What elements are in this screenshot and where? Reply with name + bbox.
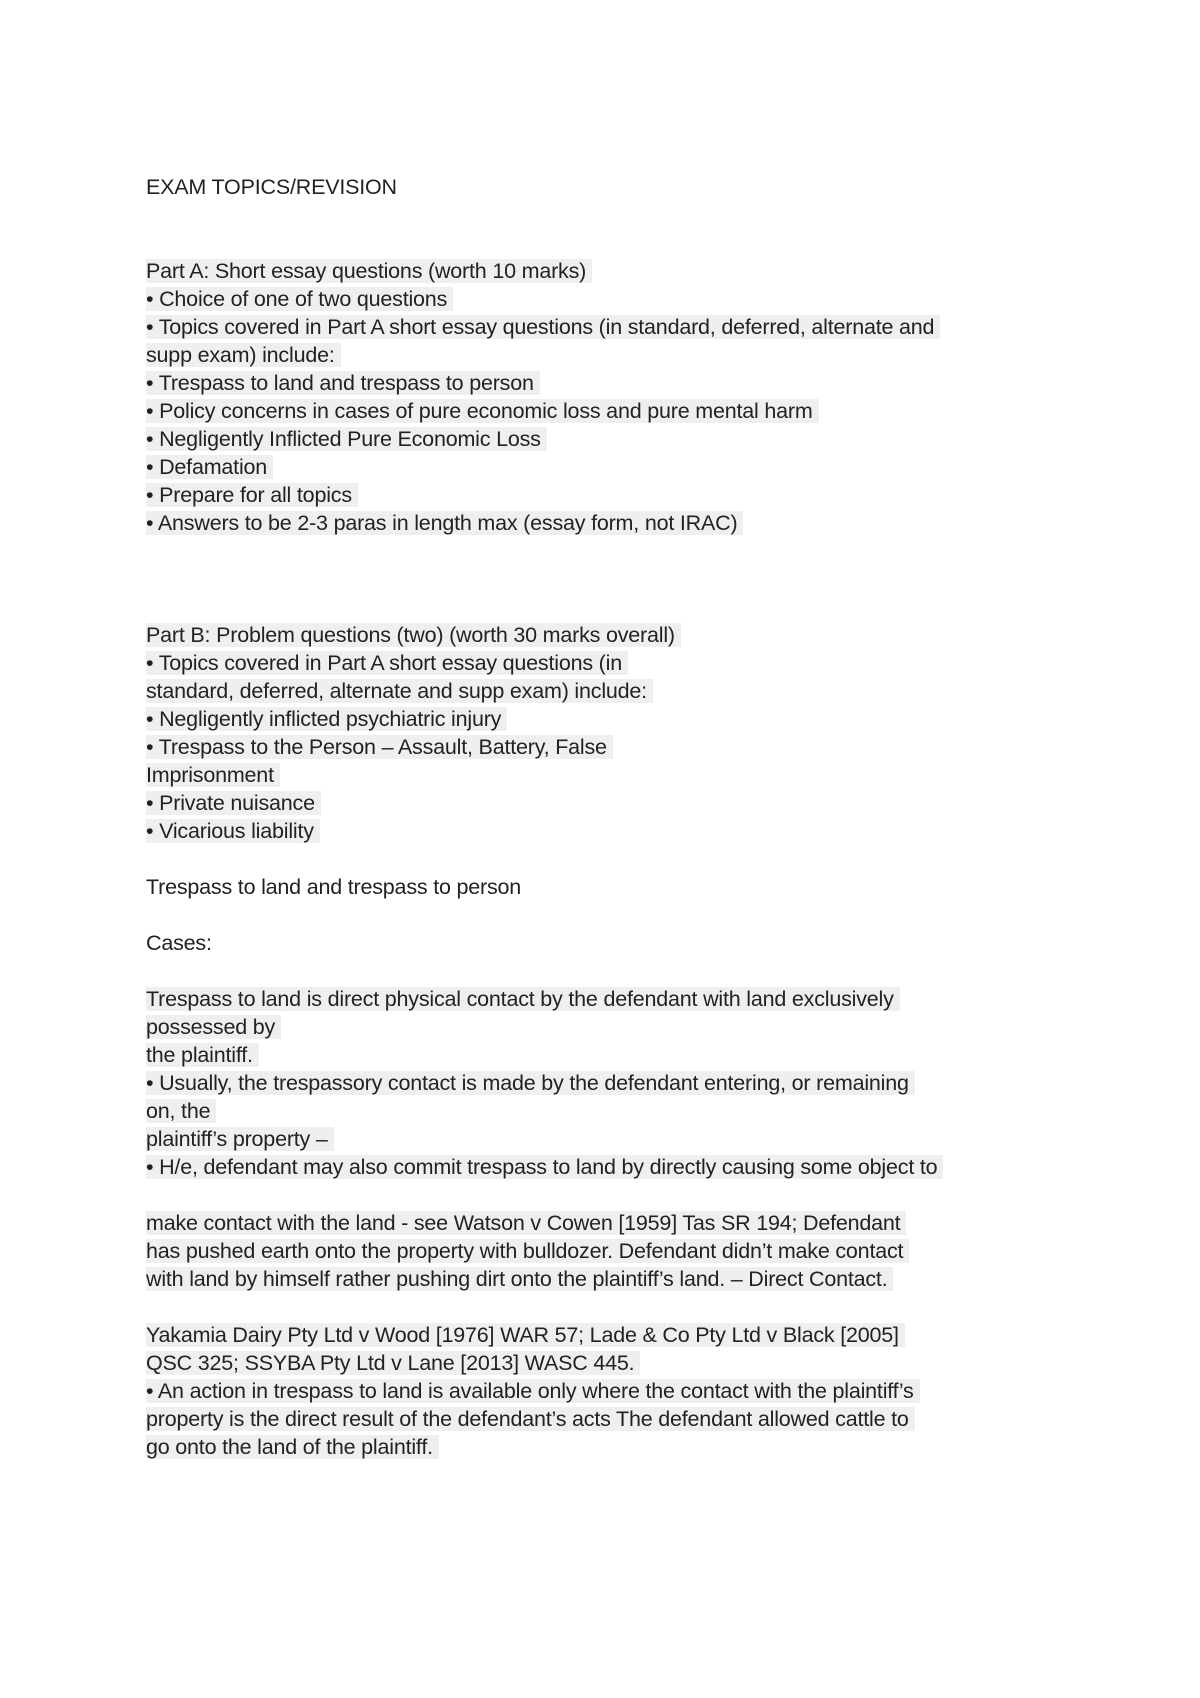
list-item: • Topics covered in Part A short essay questions (in [146, 649, 628, 677]
paragraph-line: QSC 325; SSYBA Pty Ltd v Lane [2013] WASC 445. [146, 1349, 640, 1377]
paragraph-line: has pushed earth onto the property with bulldozer. Defendant didn’t make contact [146, 1237, 909, 1265]
list-item: standard, deferred, alternate and supp exam) include: [146, 677, 653, 705]
paragraph-line: the plaintiff. [146, 1041, 259, 1069]
list-item: • Prepare for all topics [146, 481, 358, 509]
paragraph-line: Yakamia Dairy Pty Ltd v Wood [1976] WAR 57; Lade & Co Pty Ltd v Black [2005] [146, 1321, 905, 1349]
cases-label: Cases: [146, 931, 212, 955]
paragraph-line: make contact with the land - see Watson v Cowen [1959] Tas SR 194; Defendant [146, 1209, 906, 1237]
paragraph-line: property is the direct result of the defendant’s acts The defendant allowed cattle to [146, 1405, 915, 1433]
paragraph-line: • H/e, defendant may also commit trespass to land by directly causing some object to [146, 1153, 943, 1181]
paragraph-line: go onto the land of the plaintiff. [146, 1433, 439, 1461]
paragraph-line: Trespass to land is direct physical contact by the defendant with land exclusively [146, 985, 900, 1013]
list-item: • Choice of one of two questions [146, 285, 453, 313]
list-item: • Negligently inflicted psychiatric injury [146, 705, 507, 733]
list-item: supp exam) include: [146, 341, 341, 369]
paragraph-line: • Usually, the trespassory contact is made by the defendant entering, or remaining [146, 1069, 915, 1097]
part-a-heading: Part A: Short essay questions (worth 10 marks) [146, 257, 592, 285]
list-item: • Defamation [146, 453, 273, 481]
list-item: • Negligently Inflicted Pure Economic Loss [146, 425, 547, 453]
paragraph-line: • An action in trespass to land is available only where the contact with the plaintiff’s [146, 1377, 920, 1405]
list-item: • Trespass to land and trespass to person [146, 369, 540, 397]
paragraph-line: with land by himself rather pushing dirt onto the plaintiff’s land. – Direct Contact. [146, 1265, 893, 1293]
list-item: • Topics covered in Part A short essay questions (in standard, deferred, alternate and [146, 313, 940, 341]
list-item: • Vicarious liability [146, 817, 320, 845]
document-title: EXAM TOPICS/REVISION [146, 175, 397, 199]
list-item: • Answers to be 2-3 paras in length max (essay form, not IRAC) [146, 509, 743, 537]
section-heading: Trespass to land and trespass to person [146, 875, 522, 899]
list-item: • Private nuisance [146, 789, 321, 817]
list-item: • Policy concerns in cases of pure economic loss and pure mental harm [146, 397, 819, 425]
paragraph-line: possessed by [146, 1013, 281, 1041]
list-item: Imprisonment [146, 761, 280, 789]
part-b-heading: Part B: Problem questions (two) (worth 30 marks overall) [146, 621, 681, 649]
paragraph-line: on, the [146, 1097, 216, 1125]
list-item: • Trespass to the Person – Assault, Battery, False [146, 733, 613, 761]
paragraph-line: plaintiff’s property – [146, 1125, 334, 1153]
